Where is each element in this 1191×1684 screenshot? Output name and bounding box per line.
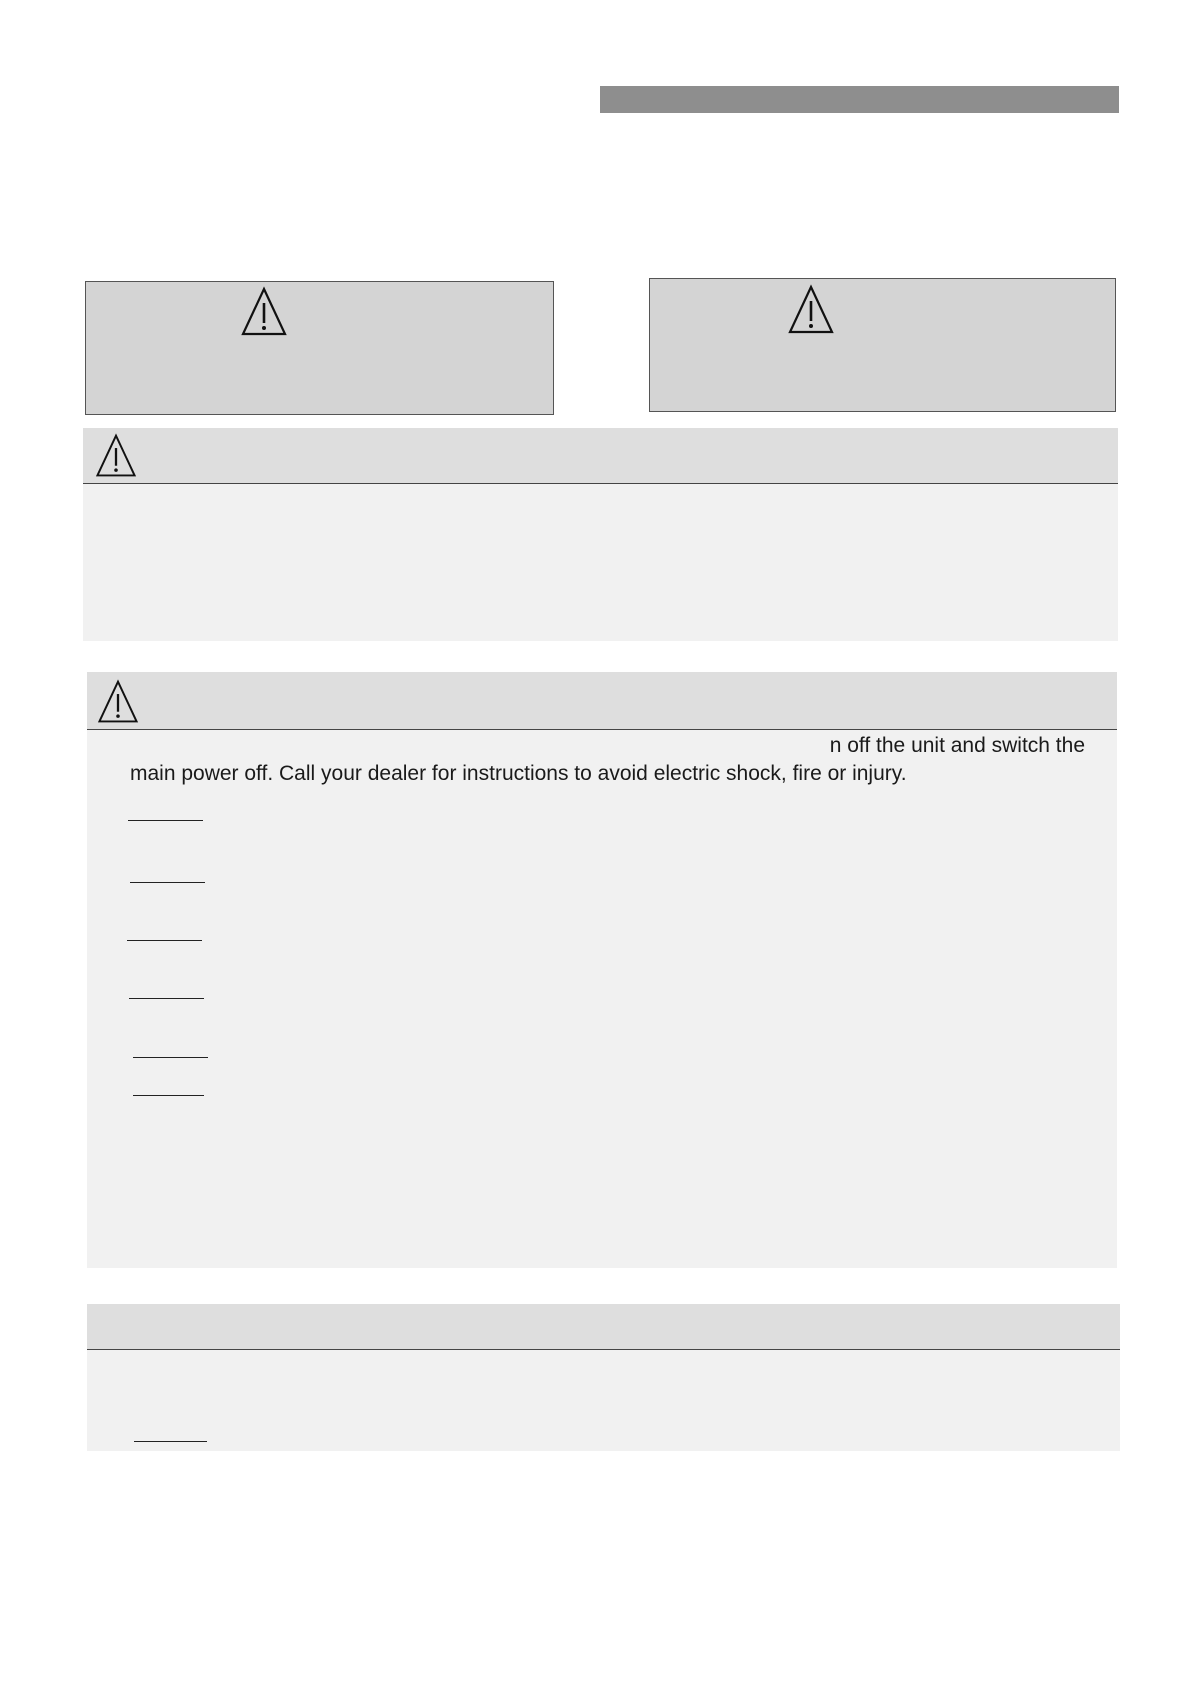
underline-rule <box>127 940 202 941</box>
section-title-bar <box>600 86 1119 113</box>
warning-text-line-2: main power off. Call your dealer for instructions to avoid electric shock, fire or injury. <box>130 762 907 785</box>
underline-rule <box>128 820 203 821</box>
warning-triangle-icon <box>96 679 140 725</box>
warning-triangle-icon <box>240 286 288 338</box>
warning-section-1-header <box>83 428 1118 484</box>
warning-triangle-icon <box>787 284 835 336</box>
warning-triangle-icon <box>94 433 138 479</box>
warning-section-2-text <box>130 732 1100 788</box>
caution-box-right <box>649 278 1116 412</box>
note-section <box>87 1304 1120 1451</box>
warning-section-2 <box>87 672 1117 1268</box>
underline-rule <box>133 1095 204 1096</box>
underline-rule <box>130 882 205 883</box>
warning-text-line-1: n off the unit and switch the <box>829 734 1085 757</box>
warning-section-1 <box>83 428 1118 641</box>
caution-box-left <box>85 281 554 415</box>
underline-rule <box>129 998 204 999</box>
underline-rule <box>133 1057 208 1058</box>
warning-section-2-header <box>87 672 1117 730</box>
note-section-header <box>87 1304 1120 1350</box>
underline-rule <box>134 1441 207 1442</box>
